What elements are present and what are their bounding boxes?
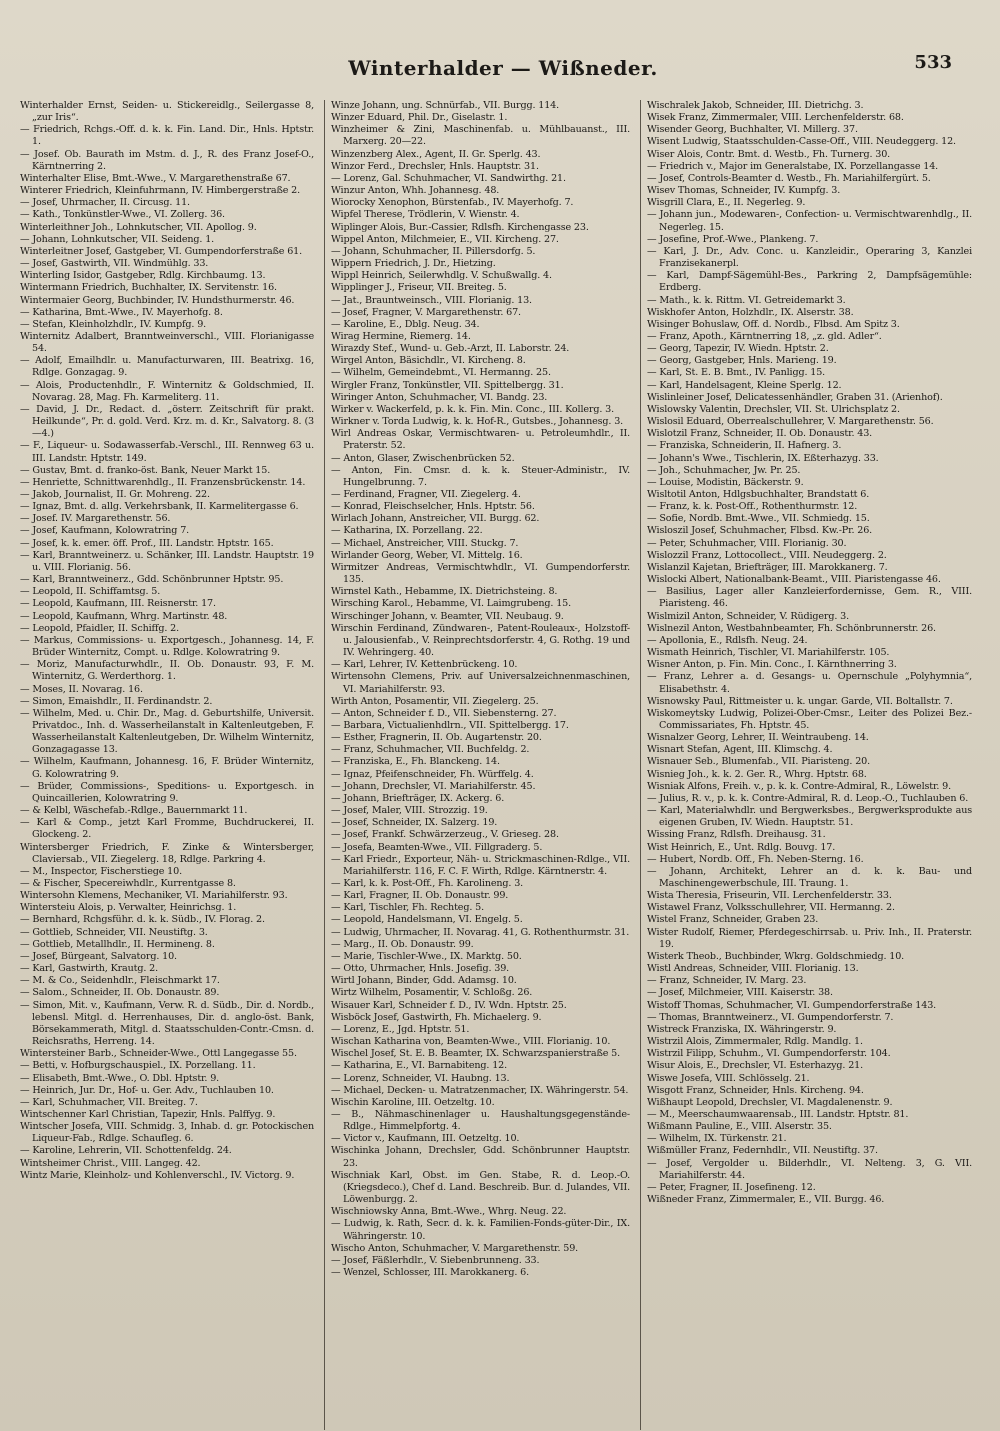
directory-entry: — Hubert, Nordb. Off., Fh. Neben-Sterng. 16. (647, 853, 864, 865)
directory-entry: — Leopold, Handelsmann, VI. Engelg. 5. (331, 914, 523, 926)
directory-entry: Wislotzil Franz, Schneider, II. Ob. Donaustr. 43. (647, 428, 873, 440)
directory-entry: Wintscher Josefa, VIII. Schmidg. 3, Inhab. d. gr. Potockischen Liqueur-Fab., Rdlge. Schaufleg. 6. (20, 1121, 314, 1145)
directory-entry: — Karl, Fragner, II. Ob. Donaustr. 99. (331, 890, 509, 902)
directory-entry: — Leopold, II. Schiffamtsg. 5. (20, 586, 161, 598)
page-header (20, 46, 986, 92)
directory-entry: Winzheimer & Zini, Maschinenfab. u. Mühlbauanst., III. Marxerg. 20—22. (331, 124, 630, 148)
directory-entry: Wisner Anton, p. Fin. Min. Conc., I. Kärnthnerring 3. (647, 659, 897, 671)
directory-entry: — Josef, Fäßlerhdlr., V. Siebenbrunneng. 33. (331, 1254, 540, 1266)
directory-entry: — Josefa, Beamten-Wwe., VII. Fillgraderg. 5. (331, 841, 543, 853)
directory-entry: — Leopold, Kaufmann, Whrg. Martinstr. 48. (20, 610, 228, 622)
directory-entry: — Basilius, Lager aller Kanzleierfordernisse, Gem. R., VIII. Piaristeng. 46. (647, 586, 972, 610)
directory-entry: Wislozzil Franz, Lottocollect., VIII. Neudeggerg. 2. (647, 549, 887, 561)
directory-entry: Wischin Karoline, III. Oetzeltg. 10. (331, 1096, 495, 1108)
directory-entry: Winterleithner Joh., Lohnkutscher, VII. Apollog. 9. (20, 221, 257, 233)
directory-entry: Wintersohn Klemens, Mechaniker, VI. Mariahilferstr. 93. (20, 890, 288, 902)
directory-entry: — Katharina, IX. Porzellang. 22. (331, 525, 483, 537)
directory-entry: — Alois, Productenhdlr., F. Winternitz & Goldschmied, II. Novarag. 28, Mag. Fh. Karmeliterg. 11. (20, 379, 314, 403)
directory-entry: Wintersteiu Alois, p. Verwalter, Heinrichsg. 1. (20, 902, 237, 914)
directory-entry: — Ferdinand, Fragner, VII. Ziegelerg. 4. (331, 489, 521, 500)
directory-entry: — Josef, Uhrmacher, II. Circusg. 11. (20, 197, 190, 209)
directory-entry: — Karl, Gastwirth, Krautg. 2. (20, 963, 158, 975)
directory-entry: — Josef, Gastwirth, VII. Windmühlg. 33. (20, 258, 209, 270)
directory-entry: Wistrzil Filipp, Schuhm., VI. Gumpendorferstr. 104. (647, 1048, 891, 1060)
directory-entry: — Moriz, Manufacturwhdlr., II. Ob. Donaustr. 93, F. M. Winternitz, G. Werderthorg. 1. (20, 659, 314, 683)
directory-entry: Wischniak Karl, Obst. im Gen. Stabe, R. d. Leop.-O. (Kriegsdeco.), Chef d. Land. Beschreib. Bur. d. Julandes, VII. Löwenburgg. 2. (331, 1169, 630, 1206)
directory-entry: — Karl, J. Dr., Adv. Conc. u. Kanzleidir., Operaring 3, Kanzlei Franzisekanerpl. (647, 245, 972, 270)
directory-entry: — Karl Friedr., Exporteur, Näh- u. Strickmaschinen-Rdlge., VII. Mariahilferstr. 116, F. C. F. Wirth, Rdlge. Kärntnerstr. 4. (331, 853, 630, 877)
directory-entry: — Franz, Schuhmacher, VII. Buchfeldg. 2. (331, 744, 530, 756)
directory-entry: — Karl, Dampf-Sägemühl-Bes., Parkring 2, Dampfsägemühle: Erdberg. (647, 270, 972, 294)
directory-entry: Wistel Franz, Schneider, Graben 23. (647, 914, 819, 926)
directory-entry: — Georg, Tapezir, IV. Wiedn. Hptstr. 2. (647, 343, 829, 355)
directory-entry: — Anton, Glaser, Zwischenbrücken 52. (331, 452, 515, 464)
directory-entry: Wisltotil Anton, Hdlgsbuchhalter, Brandstatt 6. (647, 489, 870, 500)
directory-entry: Wister Rudolf, Riemer, Pferdegeschirrsab. u. Priv. Inh., II. Praterstr. 19. (647, 926, 972, 950)
directory-entry: — Karl, Schuhmacher, VII. Breiteg. 7. (20, 1096, 198, 1108)
directory-entry: Wirlach Johann, Anstreicher, VII. Burgg. 62. (331, 513, 540, 525)
directory-entry: Winterling Isidor, Gastgeber, Rdlg. Kirchbaumg. 13. (20, 270, 266, 282)
directory-entry: — Leopold, Kaufmann, III. Reisnerstr. 17. (20, 598, 216, 610)
directory-entry: — Julius, R. v., p. k. k. Contre-Admiral, R. d. Leop.-O., Tuchlauben 6. (647, 792, 969, 804)
directory-entry: Wiskhofer Anton, Holzhdlr., IX. Alserstr. 38. (647, 306, 854, 318)
directory-entry: Wiskomeytsky Ludwig, Polizei-Ober-Cmsr., Leiter des Polizei Bez.-Commissariates, Fh. Hptstr. 45. (647, 707, 972, 731)
directory-entry: — Gustav, Bmt. d. franko-öst. Bank, Neuer Markt 15. (20, 464, 271, 476)
directory-entry: Wisgott Franz, Schneider, Hnls. Kircheng. 94. (647, 1084, 864, 1096)
directory-entry: — Thomas, Branntweinerz., VI. Gumpendorferstr. 7. (647, 1011, 894, 1023)
directory-entry: Wistawel Franz, Volksschullehrer, VII. Hermanng. 2. (647, 902, 895, 914)
directory-entry: Wintermaier Georg, Buchbinder, IV. Hundsthurmerstr. 46. (20, 294, 295, 306)
directory-entry: — Kath., Tonkünstler-Wwe., VI. Zollerg. 36. (20, 209, 225, 221)
directory-entry: Wischralek Jakob, Schneider, III. Dietrichg. 3. (647, 100, 864, 111)
directory-entry: Wipplinger J., Friseur, VII. Breiteg. 5. (331, 282, 507, 294)
directory-entry: Wirtensohn Clemens, Priv. auf Universalzeichnenmaschinen, VI. Mariahilferstr. 93. (331, 671, 630, 695)
directory-entry: — Karl, Tischler, Fh. Rechteg. 5. (331, 902, 484, 914)
directory-entry: — Franziska, Schneiderin, II. Hafnerg. 3. (647, 440, 842, 452)
directory-entry: — Joh., Schuhmacher, Jw. Pr. 25. (647, 464, 801, 476)
directory-entry: Wisnieg Joh., k. k. 2. Ger. R., Whrg. Hptstr. 68. (647, 768, 867, 780)
directory-entry: Wintsheimer Christ., VIII. Langeg. 42. (20, 1157, 201, 1169)
directory-entry: — Ludwig, Uhrmacher, II. Novarag. 41, G. Rothenthurmstr. 31. (331, 926, 630, 938)
directory-entry: — Franziska, E., Fh. Blanckeng. 14. (331, 756, 500, 768)
directory-entry: Wistrzil Alois, Zimmermaler, Rdlg. Mandlg. 1. (647, 1036, 863, 1048)
directory-entry: Winterhalder Ernst, Seiden- u. Stickereidlg., Seilergasse 8, „zur Iris“. (20, 100, 314, 124)
directory-entry: Wiser Alois, Contr. Bmt. d. Westb., Fh. Turnerg. 30. (647, 148, 891, 160)
directory-entry: Winzur Anton, Whh. Johannesg. 48. (331, 185, 500, 197)
directory-entry: — Katharina, Bmt.-Wwe., IV. Mayerhofg. 8. (20, 306, 223, 318)
directory-entry: Wislnezil Anton, Westbahnbeamter, Fh. Schönbrunnerstr. 26. (647, 622, 936, 634)
directory-entry: — David, J. Dr., Redact. d. „österr. Zeitschrift für prakt. Heilkunde“, Pr. d. gold. Verd. Krz. m. d. Kr., Salvatorg. 8. (3—4.) (20, 403, 314, 440)
directory-entry: Wislinleiner Josef, Delicatessenhändler, Graben 31. (Arienhof). (647, 391, 943, 403)
directory-entry: — Franz, Apoth., Kärntnerring 18, „z. gld. Adler“. (647, 330, 882, 342)
directory-entry: — Karl, Branntweinerz. u. Schänker, III. Landstr. Hauptstr. 19 u. VIII. Florianig. 56. (20, 549, 314, 573)
directory-entry: Wirazdy Stef., Wund- u. Geb.-Arzt, II. Laborstr. 24. (331, 343, 570, 355)
directory-entry: — Lorenz, E., Jgd. Hptstr. 51. (331, 1023, 470, 1035)
directory-entry: Wismath Heinrich, Tischler, VI. Mariahilferstr. 105. (647, 647, 890, 659)
directory-entry: — Josef, Maler, VIII. Strozzig. 19. (331, 805, 488, 817)
directory-entry: Wista Theresia, Friseurin, VII. Lerchenfelderstr. 33. (647, 890, 892, 902)
directory-entry: — Josefine, Prof.-Wwe., Plankeng. 7. (647, 233, 819, 245)
directory-entry: Wirsching Karol., Hebamme, VI. Laimgrubeng. 15. (331, 598, 572, 610)
directory-entry: — Adolf, Emailhdlr. u. Manufacturwaren, III. Beatrixg. 16, Rdlge. Gonzagag. 9. (20, 355, 314, 379)
directory-entry: Wislocki Albert, Nationalbank-Beamt., VIII. Piaristengasse 46. (647, 574, 941, 586)
directory-entry: Wirmitzer Andreas, Vermischtwhdlr., VI. Gumpendorferstr. 135. (331, 561, 630, 586)
directory-entry: — Peter, Schuhmacher, VIII. Florianig. 30. (647, 537, 847, 549)
directory-entry: Wirschin Ferdinand, Zündwaren-, Patent-Rouleaux-, Holzstoff- u. Jalousienfab., V. Reinprechtsdorferstr. 4, G. Rothg. 19 und IV. Wehringerg. 40. (331, 622, 630, 659)
directory-entry: Wippel Anton, Milchmeier, E., VII. Kircheng. 27. (331, 233, 559, 245)
directory-entry: Wirl Andreas Oskar, Vermischtwaren- u. Petroleumhdlr., II. Praterstr. 52. (331, 428, 630, 452)
directory-entry: — Wilhelm, Med. u. Chir. Dr., Mag. d. Geburtshilfe, Universit. Privatdoc., Inh. d. Wasserheilanstalt in Kaltenleutgeben, F. Wasserheilanstalt Kaltenleutgeben, Dr. Wilhelm Winternitz, Gonzagagasse 13. (20, 707, 314, 756)
directory-entry: — Stefan, Kleinholzhdlr., IV. Kumpfg. 9. (20, 318, 207, 330)
directory-entry: Wintz Marie, Kleinholz- und Kohlenverschl., IV. Victorg. 9. (20, 1169, 295, 1181)
directory-entry: — Henriette, Schnittwarenhdlg., II. Franzensbrückenstr. 14. (20, 476, 306, 488)
directory-entry: Winterleitner Josef, Gastgeber, VI. Gumpendorferstraße 61. (20, 245, 303, 257)
directory-column-2 (324, 100, 630, 1430)
directory-entry: — Josef, Vergolder u. Bilderhdlr., VI. Nelteng. 3, G. VII. Mariahilferstr. 44. (647, 1157, 972, 1181)
directory-entry: Wirag Hermine, Riemerg. 14. (331, 330, 471, 342)
directory-entry: Wisender Georg, Buchhalter, VI. Millerg. 37. (647, 124, 858, 136)
directory-entry: — M., Inspector, Fischerstiege 10. (20, 865, 182, 877)
directory-entry: — Friedrich v., Major im Generalstabe, IX. Porzellangasse 14. (647, 160, 939, 172)
directory-entry: — Louise, Modistin, Bäckerstr. 9. (647, 476, 804, 488)
directory-entry: Wintersberger Friedrich, F. Zinke & Wintersberger, Claviersab., VII. Ziegelerg. 18, Rdlge. Parkring 4. (20, 841, 314, 865)
directory-entry: Wirgel Anton, Bäsichdlr., VI. Kircheng. 8. (331, 355, 526, 367)
directory-entry: Winternitz Adalbert, Branntweinverschl., VIII. Florianigasse 54. (20, 330, 314, 355)
directory-entry: Wippern Friedrich, J. Dr., Hietzing. (331, 258, 496, 270)
directory-entry: Wirtl Johann, Binder, Gdd. Adamsg. 10. (331, 975, 517, 987)
directory-entry: Winze Johann, ung. Schnürfab., VII. Burgg. 114. (331, 100, 560, 111)
directory-entry: — Josef, Kaufmann, Kolowratring 7. (20, 525, 190, 537)
directory-entry: Wirth Anton, Posamentir, VII. Ziegelerg. 25. (331, 695, 539, 707)
directory-entry: Wißmüller Franz, Federnhdlr., VII. Neustiftg. 37. (647, 1145, 878, 1157)
directory-entry: Wischel Josef, St. E. B. Beamter, IX. Schwarzspanierstraße 5. (331, 1048, 620, 1060)
directory-entry: — Katharina, E., VI. Barnabiteng. 12. (331, 1060, 508, 1072)
directory-entry: Winzer Eduard, Phil. Dr., Giselastr. 1. (331, 112, 508, 124)
directory-entry: — Karl, k. k. Post-Off., Fh. Karolineng. 3. (331, 878, 524, 889)
directory-entry: — M., Meerschaumwaarensab., III. Landstr. Hptstr. 81. (647, 1108, 909, 1120)
directory-entry: — Franz, Lehrer a. d. Gesangs- u. Opernschule „Polyhymnia“, Elisabethstr. 4. (647, 671, 972, 695)
directory-entry: Wislosil Eduard, Oberrealschullehrer, V. Margarethenstr. 56. (647, 416, 934, 428)
directory-entry: — Michael, Anstreicher, VIII. Stuckg. 7. (331, 537, 519, 549)
directory-entry: — Karl, Materialwhdlr. und Bergwerksbes., Bergwerksprodukte aus eigenen Gruben, IV. Wiedn. Hauptstr. 51. (647, 805, 972, 829)
directory-entry: — Elisabeth, Bmt.-Wwe., O. Dbl. Hptstr. 9. (20, 1072, 220, 1084)
directory-entry: — Karoline, E., Dblg. Neug. 34. (331, 318, 480, 330)
directory-entry: Wisinger Bohuslaw, Off. d. Nordb., Flbsd. Am Spitz 3. (647, 318, 900, 330)
directory-entry: Wislmizil Anton, Schneider, V. Rüdigerg. 3. (647, 610, 849, 622)
directory-entry: — Markus, Commissions- u. Exportgesch., Johannesg. 14, F. Brüder Winternitz, Compt. u. Rdlge. Kolowratring 9. (20, 634, 314, 659)
directory-entry: — Ludwig, k. Rath, Secr. d. k. k. Familien-Fonds-güter-Dir., IX. Währingerstr. 10. (331, 1218, 630, 1242)
directory-entry: Wisnart Stefan, Agent, III. Klimschg. 4. (647, 744, 833, 756)
directory-entry: Wirtz Wilhelm, Posamentir, V. Schloßg. 26. (331, 987, 533, 999)
directory-entry: — Josef. IV. Margarethenstr. 56. (20, 513, 171, 525)
directory-entry: Wirschinger Johann, v. Beamter, VII. Neubaug. 9. (331, 610, 564, 622)
directory-entry: Wisnauer Seb., Blumenfab., VII. Piaristeng. 20. (647, 756, 871, 768)
directory-entry: Wisböck Josef, Gastwirth, Fh. Michaelerg. 9. (331, 1011, 542, 1023)
directory-entry: Wistreck Franziska, IX. Währingerstr. 9. (647, 1023, 837, 1035)
directory-entry: Wischan Katharina von, Beamten-Wwe., VIII. Florianig. 10. (331, 1036, 611, 1048)
directory-entry: — Victor v., Kaufmann, III. Oetzeltg. 10. (331, 1133, 520, 1145)
directory-entry: — Jat., Brauntweinsch., VIII. Florianig. 13. (331, 294, 532, 306)
directory-entry: Wißhaupt Leopold, Drechsler, VI. Magdalenenstr. 9. (647, 1096, 893, 1108)
directory-entry: Wirlander Georg, Weber, VI. Mittelg. 16. (331, 549, 523, 561)
directory-entry: — Johann jun., Modewaren-, Confection- u. Vermischtwarenhdlg., II. Negerleg. 15. (647, 209, 972, 233)
directory-entry: — Lorenz, Schneider, VI. Haubng. 13. (331, 1072, 510, 1084)
directory-entry: Wintschenner Karl Christian, Tapezir, Hnls. Palffyg. 9. (20, 1108, 276, 1120)
directory-entry: — Jakob, Journalist, II. Gr. Mohreng. 22. (20, 489, 210, 500)
directory-entry: — Josef, Milchmeier, VIII. Kaiserstr. 38. (647, 987, 833, 999)
directory-entry: Wisent Ludwig, Staatsschulden-Casse-Off., VIII. Neudeggerg. 12. (647, 136, 956, 148)
directory-entry: Wisev Thomas, Schneider, IV. Kumpfg. 3. (647, 185, 841, 197)
directory-entry: Wisnalzer Georg, Lehrer, II. Weintraubeng. 14. (647, 732, 869, 744)
directory-entry: — F., Liqueur- u. Sodawasserfab.-Verschl., III. Rennweg 63 u. III. Landstr. Hptstr. 149. (20, 440, 314, 464)
directory-entry: Wintermann Friedrich, Buchhalter, IX. Servitenstr. 16. (20, 282, 277, 294)
directory-entry: Wistoff Thomas, Schuhmacher, VI. Gumpendorferstraße 143. (647, 999, 937, 1011)
directory-entry: — Karl, Handelsagent, Kleine Sperlg. 12. (647, 379, 842, 391)
directory-entry: — Karl, Branntweinerz., Gdd. Schönbrunner Hptstr. 95. (20, 574, 284, 586)
directory-entry: Wippl Heinrich, Seilerwhdlg. V. Schußwallg. 4. (331, 270, 552, 282)
directory-entry: Wislowsky Valentin, Drechsler, VII. St. Ulrichsplatz 2. (647, 403, 900, 415)
directory-entry: — Josef, Frankf. Schwärzerzeug., V. Grieseg. 28. (331, 829, 559, 841)
directory-entry: — Josef, k. k. emer. öff. Prof., III. Landstr. Hptstr. 165. (20, 537, 274, 549)
directory-entry: — Josef, Controls-Beamter d. Westb., Fh. Mariahilfergürt. 5. (647, 172, 931, 184)
directory-entry: — Heinrich, Jur. Dr., Hof- u. Ger. Adv., Tuchlauben 10. (20, 1084, 274, 1096)
directory-entry: Wisloszil Josef, Schuhmacher, Flbsd. Kw.-Pr. 26. (647, 525, 873, 537)
directory-entry: — Wenzel, Schlosser, III. Marokkanerg. 6. (331, 1267, 530, 1278)
directory-entry: — Marg., II. Ob. Donaustr. 99. (331, 938, 474, 950)
directory-entry: — Franz, k. k. Post-Off., Rothenthurmstr. 12. (647, 501, 858, 513)
directory-entry: — Gottlieb, Metallhdlr., II. Hermineng. 8. (20, 938, 215, 950)
directory-entry: Wirker v. Wackerfeld, p. k. k. Fin. Min. Conc., III. Kollerg. 3. (331, 403, 614, 415)
directory-entry: — Sofie, Nordb. Bmt.-Wwe., VII. Schmiedg. 15. (647, 513, 870, 525)
directory-entry: — Wilhelm, Kaufmann, Johannesg. 16, F. Brüder Winternitz, G. Kolowratring 9. (20, 756, 314, 780)
directory-entry: Wisnowsky Paul, Rittmeister u. k. ungar. Garde, VII. Boltallstr. 7. (647, 695, 953, 707)
directory-entry: — Karl & Comp., jetzt Karl Fromme, Buchdruckerei, II. Glockeng. 2. (20, 817, 314, 841)
directory-entry: Wischo Anton, Schuhmacher, V. Margarethenstr. 59. (331, 1242, 579, 1254)
directory-entry: — Karoline, Lehrerin, VII. Schottenfeldg. 24. (20, 1145, 232, 1157)
directory-entry: — Ignaz, Bmt. d. allg. Verkehrsbank, II. Karmelitergasse 6. (20, 501, 299, 513)
directory-entry: — Salom., Schneider, II. Ob. Donaustr. 89. (20, 987, 220, 999)
directory-entry: Wirnstel Kath., Hebamme, IX. Dietrichsteing. 8. (331, 586, 558, 598)
directory-entry: — Konrad, Fleischselcher, Hnls. Hptstr. 56. (331, 501, 535, 513)
directory-entry: — Math., k. k. Rittm. VI. Getreidemarkt 3. (647, 294, 846, 306)
directory-entry: — Karl, St. E. B. Bmt., IV. Panligg. 15. (647, 367, 826, 379)
directory-entry: — Betti, v. Hofburgschauspiel., IX. Porzellang. 11. (20, 1060, 256, 1072)
directory-entry: — Wilhelm, Gemeindebmt., VI. Hermanng. 25. (331, 367, 551, 379)
directory-entry: — Barbara, Victualienhdlrn., VII. Spittelbergg. 17. (331, 719, 569, 731)
directory-entry: — B., Nähmaschinenlager u. Haushaltungsgegenstände-Rdlge., Himmelpfortg. 4. (331, 1108, 630, 1133)
directory-entry: — Anton, Schneider f. D., VII. Siebensterng. 27. (331, 707, 557, 719)
directory-entry: — Josef, Bürgeant, Salvatorg. 10. (20, 950, 177, 962)
directory-entry: Wiorocky Xenophon, Bürstenfab., IV. Mayerhofg. 7. (331, 197, 574, 209)
directory-entry: — Ignaz, Pfeifenschneider, Fh. Würffelg. 4. (331, 768, 534, 780)
directory-entry: — Karl, Lehrer, IV. Kettenbrückeng. 10. (331, 659, 518, 671)
directory-entry: — Wilhelm, IX. Türkenstr. 21. (647, 1133, 787, 1145)
directory-entry: — Peter, Fragner, II. Josefineng. 12. (647, 1181, 816, 1193)
directory-entry: — Simon, Emaishdlr., II. Ferdinandstr. 2. (20, 695, 213, 707)
directory-entry: — & Fischer, Specereiwhdlr., Kurrentgasse 8. (20, 878, 236, 889)
directory-columns (20, 100, 986, 1430)
directory-entry: — Moses, II. Novarag. 16. (20, 683, 143, 695)
directory-entry: — Josef, Fragner, V. Margarethenstr. 67. (331, 306, 521, 318)
directory-entry: Wiswe Josefa, VIII. Schlösselg. 21. (647, 1072, 810, 1084)
directory-entry: — Johann, Drechsler, VI. Mariahilferstr. 45. (331, 780, 536, 792)
directory-entry: — Gottlieb, Schneider, VII. Neustiftg. 3. (20, 926, 208, 938)
directory-entry: Wislanzil Kajetan, Briefträger, III. Marokkanerg. 7. (647, 561, 888, 573)
directory-entry: — Michael, Decken- u. Matratzenmacher, IX. Währingerstr. 54. (331, 1084, 629, 1096)
directory-entry: — Johann, Schuhmacher, II. Pillersdorfg. 5. (331, 245, 536, 257)
directory-entry: Wiringer Anton, Schuhmacher, VI. Bandg. 23. (331, 391, 548, 403)
directory-entry: Wisgrill Clara, E., II. Negerleg. 9. (647, 197, 806, 209)
directory-entry: Wißneder Franz, Zimmermaler, E., VII. Burgg. 46. (647, 1194, 885, 1206)
directory-entry: — Georg, Gastgeber, Hnls. Marieng. 19. (647, 355, 837, 367)
directory-entry: — Simon, Mit. v., Kaufmann, Verw. R. d. Südb., Dir. d. Nordb., lebensl. Mitgl. d. Herrenhauses, Dir. d. anglo-öst. Bank, Börsekammerath, Mitgl. d. Staatsschulden-Contr.-Cmsn. d. Reichsraths, Herreng. 14. (20, 999, 314, 1048)
running-head: Winterhalder — Wißneder. (348, 56, 658, 80)
directory-entry: Wischniowsky Anna, Bmt.-Wwe., Whrg. Neug. 22. (331, 1206, 567, 1218)
directory-entry: Winterhalter Elise, Bmt.-Wwe., V. Margarethenstraße 67. (20, 172, 291, 184)
directory-entry: — Leopold, Pfaidler, II. Schiffg. 2. (20, 622, 179, 634)
directory-entry: — Bernhard, Rchgsführ. d. k. k. Südb., IV. Florag. 2. (20, 914, 265, 926)
directory-column-3 (640, 100, 972, 1430)
directory-entry: — Johann, Lohnkutscher, VII. Seideng. 1. (20, 233, 215, 245)
directory-entry: Winzor Ferd., Drechsler, Hnls. Hauptstr. 31. (331, 160, 539, 172)
directory-entry: — M. & Co., Seidenhdlr., Fleischmarkt 17. (20, 975, 220, 987)
directory-entry: — & Kelbl, Wäschefab.-Rdlge., Bauernmarkt 11. (20, 805, 248, 817)
directory-entry: Wirkner v. Torda Ludwig, k. k. Hof-R., Gutsbes., Johannesg. 3. (331, 416, 624, 428)
directory-entry: Wipfel Therese, Trödlerin, V. Wienstr. 4. (331, 209, 520, 221)
directory-entry: — Apollonia, E., Rdlsfh. Neug. 24. (647, 634, 808, 646)
page-number: 533 (914, 52, 952, 73)
directory-column-1 (20, 100, 314, 1430)
directory-entry: Wiplinger Alois, Bur.-Cassier, Rdlsfh. Kirchengasse 23. (331, 221, 589, 233)
directory-entry: — Marie, Tischler-Wwe., IX. Marktg. 50. (331, 950, 522, 962)
directory-entry: — Josef. Ob. Baurath im Mstm. d. J., R. des Franz Josef-O., Kärntnerring 2. (20, 148, 314, 172)
directory-entry: Wisur Alois, E., Drechsler, VI. Esterhazyg. 21. (647, 1060, 864, 1072)
directory-entry: Wisterk Theob., Buchbinder, Wkrg. Goldschmiedg. 10. (647, 950, 905, 962)
directory-entry: — Franz, Schneider, IV. Marg. 23. (647, 975, 807, 987)
directory-entry: — Josef, Schneider, IX. Salzerg. 19. (331, 817, 498, 829)
directory-entry: Wirgler Franz, Tonkünstler, VII. Spittelbergg. 31. (331, 379, 564, 391)
directory-entry: Wintersteiner Barb., Schneider-Wwe., Ottl Langegasse 55. (20, 1048, 297, 1060)
directory-entry: Wist Heinrich, E., Unt. Rdlg. Bouvg. 17. (647, 841, 836, 853)
directory-entry: Winterer Friedrich, Kleinfuhrmann, IV. Himbergerstraße 2. (20, 185, 301, 197)
directory-entry: — Friedrich, Rchgs.-Off. d. k. k. Fin. Land. Dir., Hnls. Hptstr. 1. (20, 124, 314, 148)
directory-entry: Wissing Franz, Rdlsfh. Dreihausg. 31. (647, 829, 826, 841)
directory-entry: — Esther, Fragnerin, II. Ob. Augartenstr. 20. (331, 732, 542, 744)
directory-entry: Winzenzberg Alex., Agent, II. Gr. Sperlg. 43. (331, 148, 541, 160)
directory-entry: Wistl Andreas, Schneider, VIII. Florianig. 13. (647, 963, 859, 975)
directory-entry: — Johann, Briefträger, IX. Ackerg. 6. (331, 792, 505, 804)
directory-entry: Wisauer Karl, Schneider f. D., IV. Wdn. Hptstr. 25. (331, 999, 567, 1011)
directory-entry: — Anton, Fin. Cmsr. d. k. k. Steuer-Administr., IV. Hungelbrunng. 7. (331, 464, 630, 488)
directory-entry: — Otto, Uhrmacher, Hnls. Josefig. 39. (331, 963, 510, 975)
directory-entry: Wischinka Johann, Drechsler, Gdd. Schönbrunner Hauptstr. 23. (331, 1145, 630, 1169)
directory-entry: — Lorenz, Gal. Schuhmacher, VI. Sandwirthg. 21. (331, 172, 566, 184)
directory-entry: Wisniak Alfons, Freih. v., p. k. k. Contre-Admiral, R., Löwelstr. 9. (647, 780, 952, 792)
directory-entry: — Brüder, Commissions-, Speditions- u. Exportgesch. in Quincaillerien, Kolowratring 9. (20, 780, 314, 804)
directory-entry: Wisek Franz, Zimmermaler, VIII. Lerchenfelderstr. 68. (647, 112, 904, 124)
directory-entry: — Johann's Wwe., Tischlerin, IX. Eßterhazyg. 33. (647, 452, 879, 464)
directory-entry: — Johann, Architekt, Lehrer an d. k. k. Bau- und Maschinengewerbschule, III. Traung. 1. (647, 865, 972, 889)
directory-entry: Wißmann Pauline, E., VIII. Alserstr. 35. (647, 1121, 832, 1133)
